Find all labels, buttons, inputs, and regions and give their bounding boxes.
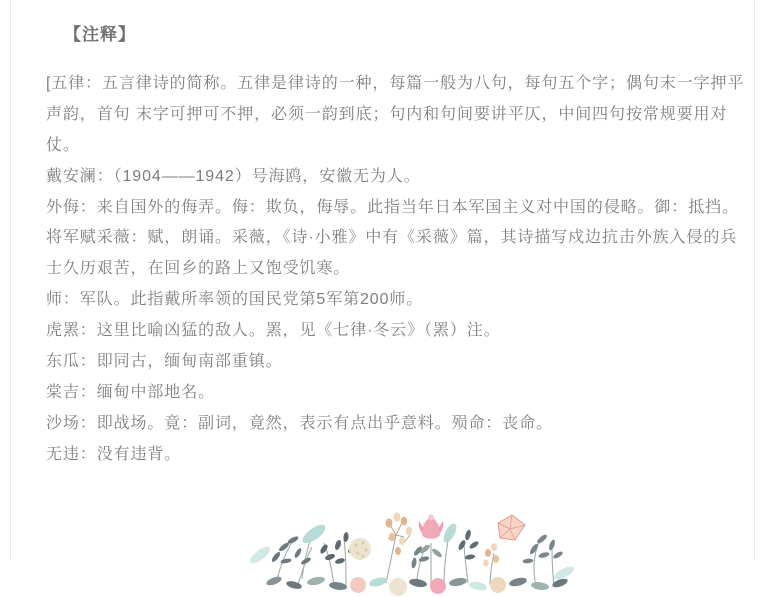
- note-line: 虎罴：这里比喻凶猛的敌人。罴，见《七律·冬云》（罴）注。: [46, 322, 501, 340]
- peach-berry-branch: [386, 512, 413, 555]
- floral-divider-illustration: [246, 487, 576, 597]
- gray-leaf-sprig: [270, 535, 311, 566]
- gray-leaf-sprig: [522, 533, 563, 564]
- note-line: 无违：没有违背。: [46, 445, 182, 463]
- note-line: 沙场：即战场。竟：副词，竟然，表示有点出乎意料。殒命：丧命。: [46, 414, 554, 432]
- cream-puff-flower: [349, 538, 371, 560]
- mint-leaf: [300, 522, 328, 547]
- note-line: 声韵，首句 末字可押可不押，必须一韵到底；句内和句间要讲平仄，中间四句按常规要用对: [46, 105, 728, 123]
- teal-leaf: [552, 564, 575, 582]
- pink-tulip-flower: [419, 514, 444, 558]
- note-line: 仗。: [46, 136, 80, 154]
- note-line: 师：军队。此指戴所率领的国民党第5军第200师。: [46, 291, 424, 309]
- bouquet-base-foliage: [265, 575, 568, 596]
- note-line: 士久历艰苦，在回乡的路上又饱受饥寒。: [46, 260, 351, 278]
- pink-gem: [498, 515, 525, 540]
- teal-leaf: [248, 544, 273, 566]
- note-line: 戴安澜：（1904——1942）号海鸥，安徽无为人。: [46, 167, 421, 185]
- section-heading-annotations: 【注释】: [64, 25, 136, 44]
- document-page: [10, 0, 755, 560]
- dark-leaf-sprig: [457, 529, 480, 560]
- note-line: 外侮：来自国外的侮弄。侮：欺负，侮辱。此指当年日本军国主义对中国的侵略。御：抵挡。: [46, 198, 739, 216]
- note-line: 将军赋采薇：赋，朗诵。采薇，《诗·小雅》中有《采薇》篇，其诗描写戍边抗击外族入侵的兵: [46, 229, 738, 247]
- teal-leaf: [441, 522, 459, 545]
- note-line: [五律：五言律诗的简称。五律是律诗的一种，每篇一般为八句，每句五个字；偶句末一字押平: [46, 75, 745, 92]
- notes: [46, 69, 762, 471]
- peach-berry-cluster: [483, 543, 499, 567]
- note-line: 棠吉：缅甸中部地名。: [46, 383, 216, 401]
- note-line: 东瓜：即同古，缅甸南部重镇。: [46, 353, 283, 371]
- gray-leaf-sprig: [411, 545, 430, 569]
